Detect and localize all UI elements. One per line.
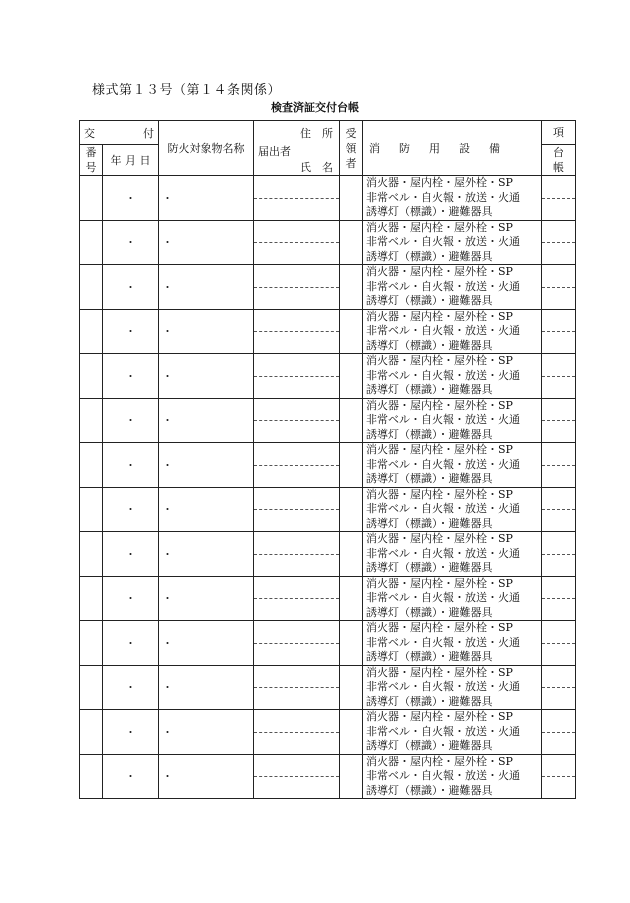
equipment-option-line: 消火器・屋内栓・屋外栓・SP [366,710,513,723]
equipment-cell[interactable] [363,443,542,488]
number-cell[interactable] [80,443,103,488]
equipment-cell[interactable] [363,621,542,666]
table-row [80,176,576,221]
equipment-option-line: 非常ベル・自火報・放送・火通 [366,235,520,248]
number-cell[interactable] [80,710,103,755]
table-row [80,487,576,532]
address-cell[interactable] [254,265,340,310]
equipment-option-line: 消火器・屋内栓・屋外栓・SP [366,398,513,412]
header-receipt: 受 領 者 [340,121,363,176]
dashed-divider [542,287,575,288]
equipment-option-line: 消火器・屋内栓・屋外栓・SP [366,309,513,323]
receipt-cell[interactable] [340,621,363,666]
header-person-name-label: 氏 名 [300,161,333,174]
equipment-cell[interactable] [363,265,542,310]
equipment-option-line: 誘導灯（標識）・避難器具 [366,650,493,663]
equipment-cell[interactable] [363,532,542,577]
receipt-cell[interactable] [340,176,363,221]
number-cell[interactable] [80,665,103,710]
table-row [80,621,576,666]
header-ledger: 台 帳 [542,145,576,176]
equipment-option-line: 非常ベル・自火報・放送・火通 [366,546,520,560]
address-cell[interactable] [254,754,340,799]
ledger-item-cell[interactable] [542,487,576,532]
equipment-option-line: 誘導灯（標識）・避難器具 [366,605,493,619]
date-cell[interactable]: ・・ [103,176,159,221]
equipment-option-line: 非常ベル・自火報・放送・火通 [366,457,520,471]
address-cell[interactable] [254,665,340,710]
date-cell[interactable]: ・・ [103,354,159,399]
equipment-cell[interactable] [363,487,542,532]
receipt-cell[interactable] [340,487,363,532]
equipment-option-line: 消火器・屋内栓・屋外栓・SP [366,532,513,545]
equipment-option-line: 誘導灯（標識）・避難器具 [366,561,493,574]
equipment-option-line: 誘導灯（標識）・避難器具 [366,383,493,396]
address-cell[interactable] [254,443,340,488]
table-row [80,710,576,755]
equipment-cell[interactable] [363,309,542,354]
ledger-item-cell[interactable] [542,354,576,399]
equipment-option-line: 非常ベル・自火報・放送・火通 [366,413,520,426]
equipment-option-line: 誘導灯（標識）・避難器具 [366,516,493,530]
date-cell[interactable]: ・・ [103,309,159,354]
equipment-option-line: 誘導灯（標識）・避難器具 [366,249,493,263]
header-equipment: 消 防 用 設 備 [363,121,542,176]
date-cell[interactable]: ・・ [103,532,159,577]
dashed-divider [542,598,575,599]
ledger-item-cell[interactable] [542,621,576,666]
ledger-item-cell[interactable] [542,532,576,577]
header-notifier-label: 届出者 [258,145,291,158]
address-cell[interactable] [254,621,340,666]
address-cell[interactable] [254,487,340,532]
number-cell[interactable] [80,621,103,666]
ledger-item-cell[interactable] [542,665,576,710]
header-date: 年 月 日 [103,145,159,176]
dashed-divider [254,376,339,377]
address-cell[interactable] [254,532,340,577]
dashed-divider [254,643,339,644]
date-cell[interactable]: ・・ [103,576,159,621]
equipment-option-line: 非常ベル・自火報・放送・火通 [366,324,520,337]
equipment-option-line: 誘導灯（標識）・避難器具 [366,739,493,752]
dashed-divider [254,465,339,466]
equipment-option-line: 誘導灯（標識）・避難器具 [366,338,493,352]
ledger-item-cell[interactable] [542,576,576,621]
number-cell[interactable] [80,176,103,221]
equipment-cell[interactable] [363,220,542,265]
address-cell[interactable] [254,710,340,755]
equipment-option-line: 消火器・屋内栓・屋外栓・SP [366,443,513,456]
dashed-divider [254,198,339,199]
ledger-item-cell[interactable] [542,754,576,799]
address-cell[interactable] [254,220,340,265]
receipt-cell[interactable] [340,265,363,310]
dashed-divider [254,287,339,288]
dashed-divider [542,465,575,466]
equipment-option-line: 誘導灯（標識）・避難器具 [366,472,493,485]
equipment-option-line: 誘導灯（標識）・避難器具 [366,694,493,708]
equipment-option-line: 非常ベル・自火報・放送・火通 [366,502,520,515]
equipment-cell[interactable] [363,665,542,710]
date-cell[interactable]: ・・ [103,665,159,710]
equipment-option-line: 消火器・屋内栓・屋外栓・SP [366,576,513,590]
address-cell[interactable] [254,176,340,221]
date-cell[interactable]: ・・ [103,398,159,443]
dashed-divider [254,509,339,510]
equipment-cell[interactable] [363,398,542,443]
equipment-cell[interactable] [363,754,542,799]
equipment-option-line: 誘導灯（標識）・避難器具 [366,294,493,307]
dashed-divider [254,598,339,599]
receipt-cell[interactable] [340,710,363,755]
receipt-cell[interactable] [340,532,363,577]
equipment-option-line: 誘導灯（標識）・避難器具 [366,783,493,797]
equipment-option-line: 消火器・屋内栓・屋外栓・SP [366,487,513,501]
dashed-divider [542,732,575,733]
dashed-divider [254,331,339,332]
receipt-cell[interactable] [340,576,363,621]
dashed-divider [254,732,339,733]
ledger-item-cell[interactable] [542,265,576,310]
number-cell[interactable] [80,576,103,621]
equipment-option-line: 非常ベル・自火報・放送・火通 [366,635,520,649]
dashed-divider [542,643,575,644]
dashed-divider [542,331,575,332]
address-cell[interactable] [254,354,340,399]
dashed-divider [542,198,575,199]
address-cell[interactable] [254,576,340,621]
equipment-option-line: 誘導灯（標識）・避難器具 [366,205,493,218]
equipment-option-line: 非常ベル・自火報・放送・火通 [366,190,520,204]
header-address-label: 住 所 [300,127,333,140]
number-cell[interactable] [80,354,103,399]
ledger-table [79,120,576,799]
dashed-divider [254,776,339,777]
equipment-option-line: 消火器・屋内栓・屋外栓・SP [366,354,513,367]
page-title: 検査済証交付台帳 [271,101,359,114]
number-cell[interactable] [80,532,103,577]
dashed-divider [542,376,575,377]
date-cell[interactable]: ・・ [103,754,159,799]
header-number: 番 号 [80,145,103,176]
receipt-cell[interactable] [340,398,363,443]
dashed-divider [254,554,339,555]
header-object-name: 防火対象物名称 [159,121,254,176]
number-cell[interactable] [80,487,103,532]
header-item: 項 [542,121,576,145]
receipt-cell[interactable] [340,220,363,265]
date-cell[interactable]: ・・ [103,220,159,265]
date-cell[interactable]: ・・ [103,487,159,532]
equipment-option-line: 非常ベル・自火報・放送・火通 [366,724,520,738]
equipment-option-line: 消火器・屋内栓・屋外栓・SP [366,621,513,634]
equipment-option-line: 消火器・屋内栓・屋外栓・SP [366,665,513,679]
equipment-cell[interactable] [363,176,542,221]
ledger-item-cell[interactable] [542,309,576,354]
receipt-cell[interactable] [340,443,363,488]
table-row [80,576,576,621]
ledger-item-cell[interactable] [542,398,576,443]
equipment-option-line: 非常ベル・自火報・放送・火通 [366,591,520,604]
table-row [80,309,576,354]
ledger-item-cell[interactable] [542,443,576,488]
equipment-cell[interactable] [363,576,542,621]
number-cell[interactable] [80,265,103,310]
equipment-option-line: 非常ベル・自火報・放送・火通 [366,769,520,782]
number-cell[interactable] [80,309,103,354]
table-row [80,665,576,710]
form-number: 様式第１３号（第１４条関係） [92,83,282,98]
ledger-item-cell[interactable] [542,176,576,221]
equipment-option-line: 消火器・屋内栓・屋外栓・SP [366,220,513,234]
table-row [80,265,576,310]
equipment-option-line: 消火器・屋内栓・屋外栓・SP [366,176,513,189]
equipment-cell[interactable] [363,710,542,755]
date-cell[interactable]: ・・ [103,710,159,755]
table-row [80,220,576,265]
number-cell[interactable] [80,398,103,443]
dashed-divider [542,687,575,688]
receipt-cell[interactable] [340,309,363,354]
dashed-divider [542,242,575,243]
table-row [80,532,576,577]
table-row [80,754,576,799]
receipt-cell[interactable] [340,665,363,710]
receipt-cell[interactable] [340,354,363,399]
dashed-divider [542,509,575,510]
header-issue: 交 付 [80,121,159,145]
table-row [80,398,576,443]
date-cell[interactable]: ・・ [103,621,159,666]
address-cell[interactable] [254,309,340,354]
equipment-option-line: 非常ベル・自火報・放送・火通 [366,368,520,382]
number-cell[interactable] [80,220,103,265]
equipment-option-line: 消火器・屋内栓・屋外栓・SP [366,754,513,768]
ledger-item-cell[interactable] [542,710,576,755]
dashed-divider [542,420,575,421]
dashed-divider [542,776,575,777]
equipment-option-line: 非常ベル・自火報・放送・火通 [366,680,520,693]
table-row [80,354,576,399]
equipment-cell[interactable] [363,354,542,399]
header-address [254,121,340,176]
dashed-divider [254,687,339,688]
receipt-cell[interactable] [340,754,363,799]
equipment-option-line: 非常ベル・自火報・放送・火通 [366,279,520,293]
address-cell[interactable] [254,398,340,443]
dashed-divider [254,420,339,421]
table-row [80,443,576,488]
equipment-option-line: 誘導灯（標識）・避難器具 [366,427,493,441]
date-cell[interactable]: ・・ [103,265,159,310]
ledger-item-cell[interactable] [542,220,576,265]
date-cell[interactable]: ・・ [103,443,159,488]
number-cell[interactable] [80,754,103,799]
dashed-divider [542,554,575,555]
equipment-option-line: 消火器・屋内栓・屋外栓・SP [366,265,513,278]
dashed-divider [254,242,339,243]
